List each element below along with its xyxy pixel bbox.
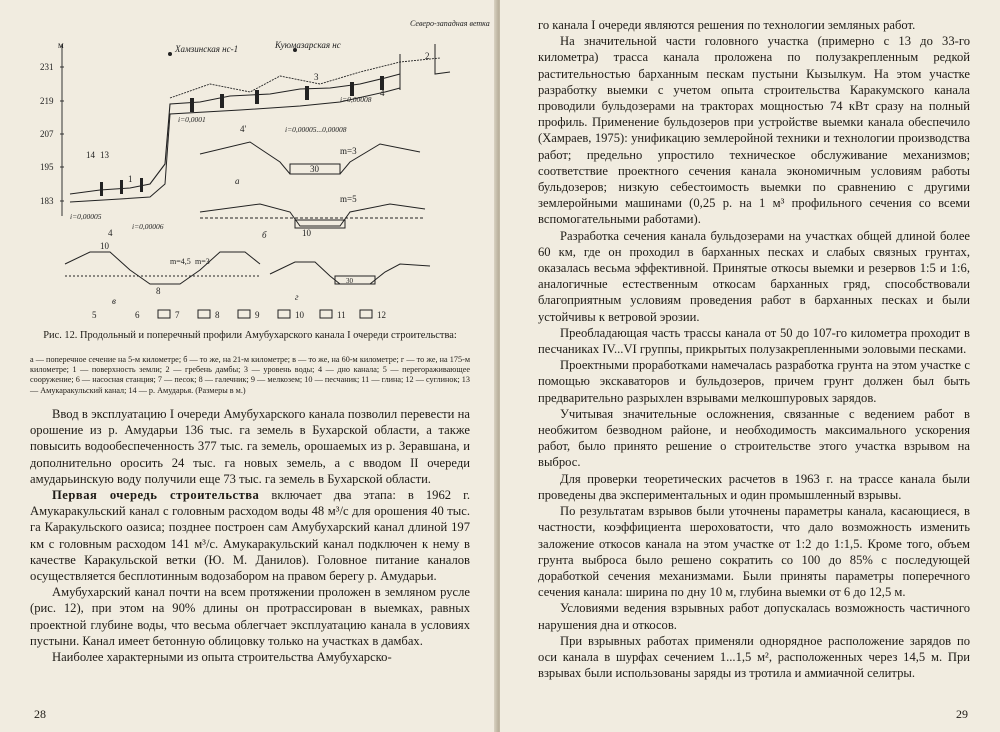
paragraph: На значительной части головного участка (примерно с 13 до 33-го километра) трасса канала проложена по полузакрепленным редкой растительностью барханным пескам пустыни Кызылкум. На этом участке разработку выемки с учетом опыта строительства Каракумского канала проводили бульдозерами на тракторах мощностью 74 кВт сразу на полный профиль. Применение бульдозеров при устройстве выемки канала обеспечило (Хамраев, 1975): унификацию землеройной техники и технологии производства работ; предельно упростило техническое обслуживание механизмов; соответствие проектного сечения канала экономичным условиям работы бульдозеров; низкую себестоимость выемки по сравнению с другими землеройными машинами (0,25 р. на 1 м³ профильного сечения со всеми вспомогательными работами).: [538, 34, 970, 227]
paragraph: По результатам взрывов были уточнены параметры канала, касающиеся, в частности, коэффициента шероховатости, что дало возможность изменить заложение откосов канала на этом участке от 1:2 до 1:1,5. Кроме того, объем грунта выброса было решено сократить со 100 до 85% с последующей доработкой сечения механизмами. Были приняты параметры поперечного сечения канала: ширина по дну 10 м, глубина выемки от 6 до 12,5 м.: [538, 504, 970, 600]
label-n4: 4: [108, 228, 113, 238]
label-m3: m=3: [340, 146, 357, 156]
label-n3: 3: [314, 72, 319, 82]
y-tick-219: 219: [40, 96, 54, 106]
figure-legend: а — поперечное сечение на 5-м километре; б — то же, на 21-м километре; в — то же, на 60-м километре; г — то же, на 175-м километре; 1 — поверхность земли; 2 — гребень дамбы; 3 — уровень воды; 4 — дно канала; 5 — перегораживающее сооружение; 6 — насосная станция; 7 — песок; 8 — галечник; 9 — мелкозем; 10 — песчаник; 11 — глина; 12 — суглинок; 13 — Амукаракульский канал; 14 — р. Амударья. (Размеры в м.): [30, 355, 470, 395]
paragraph: Наиболее характерными из опыта строительства Амубухарско-: [52, 650, 392, 665]
y-tick-207: 207: [40, 129, 54, 139]
canal-profile-figure: [40, 14, 490, 336]
label-m5: m=5: [340, 194, 357, 204]
left-page: [0, 0, 497, 732]
label-n4c: 4': [240, 124, 247, 134]
label-slope-1: i=0,00008: [340, 95, 372, 104]
section-v: в: [112, 296, 116, 306]
paragraph: При взрывных работах применяли однорядное расположение зарядов по оси канала в шурфах сечением 1...1,5 м², расположенных через 14,5 м. При взрывах были использованы заряды из тротила и аммиачной селитры.: [538, 633, 970, 681]
label-n14: 14: [86, 150, 95, 160]
page-number-left: 28: [34, 707, 46, 721]
page-number-right: 29: [956, 707, 968, 721]
label-n1: 1: [128, 174, 133, 184]
y-tick-183: 183: [40, 196, 54, 206]
y-unit: м: [58, 40, 64, 50]
paragraph: Ввод в эксплуатацию I очереди Амубухарского канала позволил перевести на орошение из р. Амударьи 136 тыс. га земель в Бухарской области, а также повысить водообеспеченность 377 тыс. га земель, орошаемых из р. Зеравшана, и дополнительно оросить 24 тыс. га новых земель, а с вводом II очереди амударьинскую воду получили еще 73 тыс. га земель в Бухарской области.: [30, 407, 470, 486]
paragraph: Проектными проработками намечалась разработка грунта на этом участке с помощью экскаваторов и бульдозеров, причем грунт должен был быть предварительно разрыхлен взрывами мелкошпуровых зарядов.: [538, 358, 970, 405]
legend-row: [92, 310, 386, 320]
paragraph: Преобладающая часть трассы канала от 50 до 107-го километра проходит в песчаниках IV...VI группы, прикрытых полузакрепленными эоловыми песками.: [538, 325, 970, 357]
section-heading: Первая очередь строительства: [52, 488, 260, 503]
section-g: г: [295, 292, 299, 302]
right-body-text: [538, 17, 970, 681]
label-w10a: 10: [302, 228, 311, 238]
legend-7: 7: [175, 310, 180, 320]
paragraph: Амубухарский канал почти на всем протяжении проложен в земляном русле (рис. 12), при этом на 90% длины он протрассирован в выемках, равных проектной глубине воды, что весьма облегчает эксплуатацию канала в условиях пустыни. Канал имеет бетонную облицовку только на участках в дамбах.: [30, 585, 470, 648]
section-a: а: [235, 176, 240, 186]
label-w30b: 30: [346, 277, 353, 285]
label-n2: 2: [425, 51, 430, 61]
paragraph: Разработка сечения канала бульдозерами на участках общей длиной более 60 км, где он проходил в барханных песках и слабых связных грунтах, оказалась весьма эффективной. Принятые откосы выемки и резервов 1:5 и 1:6, аналогичные естественным откосам барханных гряд, способствовали благоприятным условиям проведения работ в барханных песках и были устойчивы к ветровой эрозии.: [538, 228, 970, 324]
section-b: б: [262, 230, 267, 240]
legend-6: 6: [135, 310, 140, 320]
label-station-1: Хамзинская нс-1: [175, 44, 239, 54]
paragraph: [30, 487, 470, 584]
label-station-2: Куюмазарская нс: [275, 40, 341, 50]
left-body-text: [30, 406, 470, 665]
label-n4b: 4: [380, 88, 385, 98]
label-w8: 8: [156, 286, 161, 296]
y-tick-195: 195: [40, 162, 54, 172]
legend-11: 11: [337, 310, 346, 320]
legend-5: 5: [92, 310, 97, 320]
y-tick-231: 231: [40, 62, 54, 72]
label-branch: Северо-западная ветка: [410, 19, 490, 28]
paragraph: Для проверки теоретических расчетов в 1963 г. на трассе канала были проведены два экспериментальных и один промышленный взрывы.: [538, 471, 970, 502]
legend-8: 8: [215, 310, 220, 320]
label-n13: 13: [100, 150, 109, 160]
legend-9: 9: [255, 310, 260, 320]
legend-12: 12: [377, 310, 386, 320]
label-w30a: 30: [310, 164, 319, 174]
paragraph-text: включает два этапа: в 1962 г. Амукаракульский канал с головным расходом воды 48 м³/с для орошения 40 тыс. га Каракульского оазиса; позднее построен сам Амубухарский канал длиной 197 км с головным расходом 141 м³/с. Амукаракульский канал подключен к нему в качестве Каракульской ветки (Ю. М. Данилов). Головное питание каналов осуществляется бесплотинным водозабором на правом берегу р. Амударьи.: [30, 488, 470, 584]
figure-caption: Рис. 12. Продольный и поперечный профили Амубухарского канала I очереди строительства:: [43, 330, 457, 341]
legend-10: 10: [295, 310, 304, 320]
label-slope-5: i=0,00006: [132, 222, 164, 231]
paragraph: го канала I очереди являются решения по технологии земляных работ.: [538, 18, 916, 32]
paragraph: Условиями ведения взрывных работ допускалась возможность частичного нарушения дна и откосов.: [538, 601, 970, 632]
label-slope-3: i=0,00005...0,00008: [285, 125, 347, 134]
label-slope-2: i=0,0001: [178, 115, 206, 124]
label-m3b: m=3: [195, 257, 210, 266]
label-slope-4: i=0,00005: [70, 212, 102, 221]
label-w10b: 10: [100, 241, 109, 251]
paragraph: Учитывая значительные осложнения, связанные с ведением работ в необжитом безводном районе, и необходимость максимального ускорения работ, было принято решение о строительстве этого участка взрывом на выброс.: [538, 406, 970, 470]
label-m45: m=4,5: [170, 257, 191, 266]
